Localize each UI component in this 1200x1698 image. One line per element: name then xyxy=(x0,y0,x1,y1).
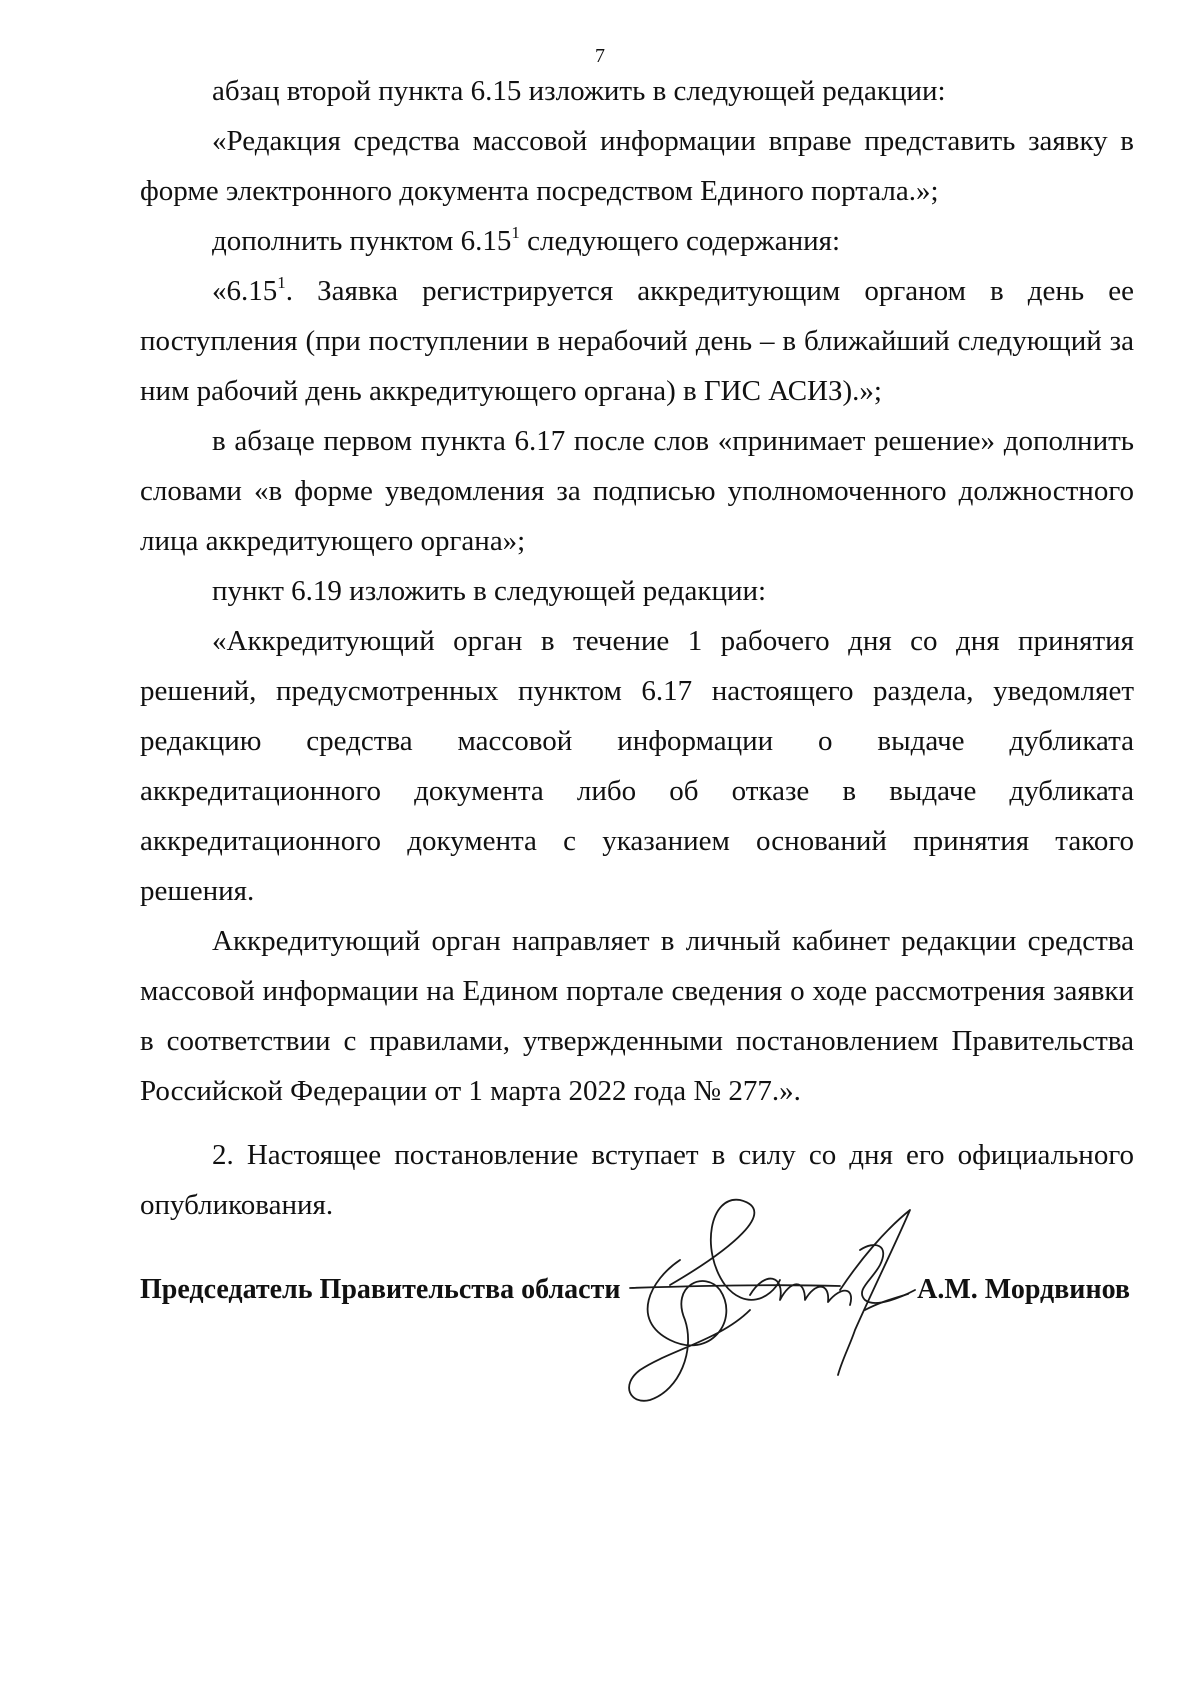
signer-name: А.М. Мордвинов xyxy=(917,1274,1130,1305)
paragraph-quote-6-15: «Редакция средства массовой информации вправе представить заявку в форме электронного документа посредством Единого портала.»; xyxy=(140,125,1134,207)
superscript: 1 xyxy=(511,223,520,242)
text-segment: . Заявка регистрируется аккредитующим органом в день ее поступления (при поступлении в нерабочий день – в ближайший следующий за ним рабочий день аккредитующего органа) в ГИС АСИЗ).»; xyxy=(140,275,1134,407)
paragraph-amend-6-15: абзац второй пункта 6.15 изложить в следующей редакции: xyxy=(212,75,946,107)
paragraph-quote-6-19-b: Аккредитующий орган направляет в личный кабинет редакции средства массовой информации на Едином портале сведения о ходе рассмотрения заявки в соответствии с правилами, утвержденными постановлением Правительства Российской Федерации от 1 марта 2022 года № 277.». xyxy=(140,925,1134,1107)
paragraph-amend-6-19: пункт 6.19 изложить в следующей редакции: xyxy=(212,575,767,607)
text-segment: «6.15 xyxy=(212,275,278,307)
paragraph-entry-into-force: 2. Настоящее постановление вступает в силу со дня его официального опубликования. xyxy=(140,1139,1134,1221)
document-body xyxy=(140,66,1134,1230)
page-number: 7 xyxy=(595,45,605,67)
text-segment: дополнить пунктом 6.15 xyxy=(212,225,512,257)
paragraph-quote-6-15-1 xyxy=(140,266,1134,416)
superscript: 1 xyxy=(277,273,286,292)
paragraph-add-6-15-1 xyxy=(140,216,1134,266)
signer-position: Председатель Правительства области xyxy=(140,1274,621,1305)
paragraph-quote-6-19-a: «Аккредитующий орган в течение 1 рабочего дня со дня принятия решений, предусмотренных пунктом 6.17 настоящего раздела, уведомляет редакцию средства массовой информации о выдаче дубликата аккредитационного документа либо об отказе в выдаче дубликата аккредитационного документа с указанием оснований принятия такого решения. xyxy=(140,625,1134,907)
text-segment: следующего содержания: xyxy=(519,225,841,257)
paragraph-amend-6-17: в абзаце первом пункта 6.17 после слов «принимает решение» дополнить словами «в форме уведомления за подписью уполномоченного должностного лица аккредитующего органа»; xyxy=(140,425,1134,557)
handwritten-signature xyxy=(610,1190,970,1420)
